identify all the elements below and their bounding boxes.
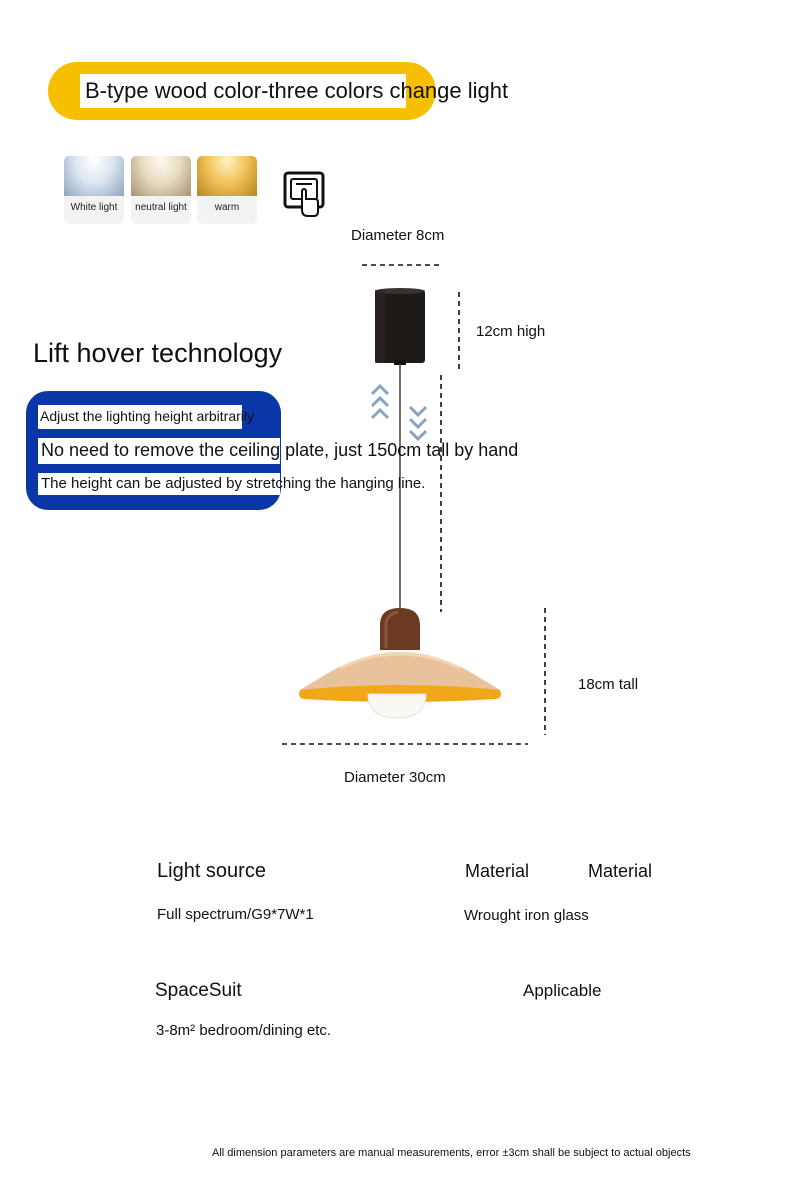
swatch-label-warm: warm (214, 202, 240, 213)
white-light-glow (64, 156, 124, 196)
page-title: B-type wood color-three colors change light (85, 78, 509, 103)
shade-height-label: 18cm tall (578, 676, 639, 693)
lift-title: Lift hover technology (33, 338, 283, 368)
lift-line-3: The height can be adjusted by stretching the hanging line. (41, 475, 426, 492)
space-label: SpaceSuit (155, 980, 242, 1001)
space-value: 3-8m² bedroom/dining etc. (156, 1022, 332, 1039)
material-label: Material (465, 861, 530, 881)
light-source-label: Light source (157, 860, 266, 882)
material-label-2: Material (588, 861, 653, 881)
chevron-up-icon (372, 386, 388, 418)
material-value: Wrought iron glass (464, 907, 589, 924)
applicable-label: Applicable (523, 981, 602, 1000)
ceiling-canopy (375, 288, 425, 365)
swatch-neutral-light (131, 156, 191, 224)
wooden-cap (380, 608, 420, 650)
wall-switch-icon (282, 170, 328, 222)
lamp-shade (299, 652, 501, 718)
canopy-height-label: 12cm high (476, 323, 546, 340)
swatch-label-white: White light (70, 202, 118, 213)
footnote: All dimension parameters are manual measurements, error ±3cm shall be subject to actual objects (212, 1147, 691, 1159)
canopy-diameter-label: Diameter 8cm (351, 227, 445, 244)
light-source-value: Full spectrum/G9*7W*1 (157, 906, 314, 923)
warm-light-glow (197, 156, 257, 196)
chevron-down-icon (410, 407, 426, 439)
neutral-light-glow (131, 156, 191, 196)
swatch-white-light (64, 156, 124, 224)
swatch-warm-light (197, 156, 257, 224)
lift-line-2: No need to remove the ceiling plate, just 150cm tall by hand (41, 440, 519, 460)
lift-line-1: Adjust the lighting height arbitrarily (40, 408, 255, 424)
shade-diameter-label: Diameter 30cm (344, 769, 446, 786)
swatch-label-neutral: neutral light (135, 202, 187, 213)
